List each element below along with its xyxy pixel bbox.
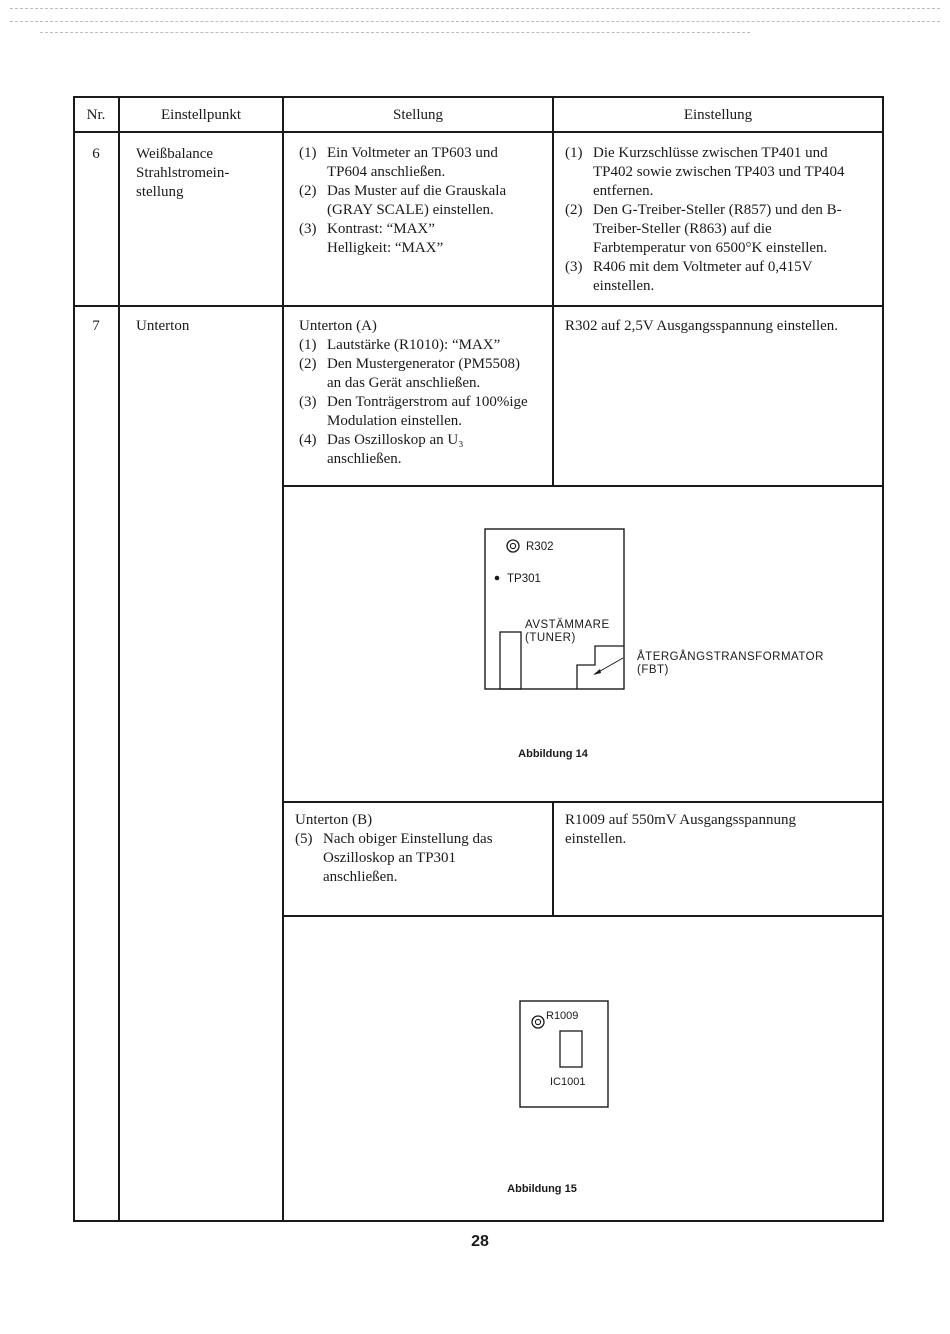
step-text: Nach obiger Einstellung das xyxy=(323,831,493,847)
step-text: Den Tonträgerstrom auf 100%ige xyxy=(327,394,528,410)
step-number: (1) xyxy=(565,145,583,161)
step-number: (1) xyxy=(299,145,317,161)
page-number: 28 xyxy=(471,1233,489,1250)
step-text: Helligkeit: “MAX” xyxy=(327,240,444,256)
step-number: (4) xyxy=(299,432,317,448)
row7-unterton-a-steps xyxy=(299,336,549,469)
step-text: TP402 sowie zwischen TP403 und TP404 xyxy=(593,164,845,180)
list-item xyxy=(299,393,549,431)
step-text: (GRAY SCALE) einstellen. xyxy=(327,202,494,218)
step-text: an das Gerät anschließen. xyxy=(327,375,481,391)
row6-einstellung-steps xyxy=(565,144,880,296)
figure15-caption: Abbildung 15 xyxy=(507,1183,577,1195)
row7-unterton-b-title: Unterton (B) xyxy=(295,812,373,828)
row6-point-line: Weißbalance xyxy=(136,146,214,162)
column-separator xyxy=(552,801,554,915)
fbt-pointer-arrow-icon xyxy=(593,669,601,675)
list-item xyxy=(565,144,880,201)
column-separator xyxy=(552,96,554,485)
scan-header-line xyxy=(10,8,940,9)
row6-nr: 6 xyxy=(92,146,100,162)
step-text: anschließen. xyxy=(327,451,402,467)
ic1001-chip xyxy=(560,1031,582,1067)
chassis-outline xyxy=(485,529,624,689)
r1009-label: R1009 xyxy=(546,1010,579,1022)
row6-stellung-steps xyxy=(299,144,549,258)
step-number: (3) xyxy=(565,259,583,275)
step-text: Treiber-Steller (R863) auf die xyxy=(593,221,772,237)
step-text: Farbtemperatur von 6500°K einstellen. xyxy=(593,240,828,256)
row7-unterton-a-title: Unterton (A) xyxy=(299,318,377,334)
step-text: R406 mit dem Voltmeter auf 0,415V xyxy=(593,259,813,275)
step-number: (2) xyxy=(565,202,583,218)
list-item xyxy=(295,830,550,887)
figure15-diagram xyxy=(518,999,610,1110)
r302-potentiometer-icon xyxy=(507,540,519,552)
column-separator xyxy=(282,96,284,1222)
list-item xyxy=(299,431,549,469)
list-item xyxy=(299,182,549,220)
list-item xyxy=(299,355,549,393)
header-nr: Nr. xyxy=(86,107,106,123)
step-number: (1) xyxy=(299,337,317,353)
r302-label: R302 xyxy=(526,541,554,553)
ic1001-label: IC1001 xyxy=(550,1076,586,1088)
step-text: Ein Voltmeter an TP603 und xyxy=(327,145,498,161)
tuner-label-line1: AVSTÄMMARE xyxy=(525,619,610,631)
cell-separator xyxy=(282,915,884,917)
row7-unterton-a-einstellung: R302 auf 2,5V Ausgangsspannung einstellen. xyxy=(565,318,839,334)
table-border-top xyxy=(73,96,884,98)
step-text: Den G-Treiber-Steller (R857) und den B- xyxy=(593,202,842,218)
row7-einstellpunkt: Unterton xyxy=(136,318,190,334)
tuner-label-line2: (TUNER) xyxy=(525,632,576,644)
step-number: (3) xyxy=(299,221,317,237)
step-text: entfernen. xyxy=(593,183,654,199)
einstellung-line: R1009 auf 550mV Ausgangsspannung xyxy=(565,812,796,828)
step-text: Die Kurzschlüsse zwischen TP401 und xyxy=(593,145,828,161)
cell-separator xyxy=(282,485,884,487)
header-separator xyxy=(73,131,884,133)
table-border-left xyxy=(73,96,75,1222)
list-item xyxy=(565,258,880,296)
fbt-label-line2: (FBT) xyxy=(637,664,669,676)
tp301-label: TP301 xyxy=(507,573,541,585)
tuner-block xyxy=(500,632,521,689)
figure14-diagram xyxy=(483,528,824,694)
step-text: anschließen. xyxy=(323,869,398,885)
row7-nr: 7 xyxy=(92,318,100,334)
einstellung-line: einstellen. xyxy=(565,831,627,847)
list-item xyxy=(299,144,549,182)
step-text: Das Oszilloskop an U₃ xyxy=(327,432,464,448)
step-text: Modulation einstellen. xyxy=(327,413,462,429)
list-item xyxy=(299,220,549,258)
row6-point-line: stellung xyxy=(136,184,184,200)
row-separator xyxy=(73,305,884,307)
fbt-block xyxy=(577,646,624,689)
step-text: Oszilloskop an TP301 xyxy=(323,850,457,866)
row7-unterton-b-einstellung xyxy=(565,811,880,849)
step-text: Kontrast: “MAX” xyxy=(327,221,435,237)
r1009-potentiometer-icon xyxy=(532,1016,544,1028)
step-text: Den Mustergenerator (PM5508) xyxy=(327,356,521,372)
step-number: (2) xyxy=(299,183,317,199)
figure14-caption: Abbildung 14 xyxy=(518,748,588,760)
list-item xyxy=(299,336,549,355)
row7-unterton-b-steps xyxy=(295,830,550,887)
row6-einstellpunkt xyxy=(136,145,276,202)
cell-separator xyxy=(282,801,884,803)
adjustment-table xyxy=(73,96,884,1222)
header-einstellung: Einstellung xyxy=(683,107,753,123)
tp301-dot-icon xyxy=(495,576,500,581)
table-border-bottom xyxy=(73,1220,884,1222)
header-stellung: Stellung xyxy=(392,107,443,123)
header-einstellpunkt: Einstellpunkt xyxy=(161,107,241,123)
scan-header-line xyxy=(40,32,750,33)
table-border-right xyxy=(882,96,884,1222)
step-number: (2) xyxy=(299,356,317,372)
step-text: Lautstärke (R1010): “MAX” xyxy=(327,337,501,353)
step-text: TP604 anschließen. xyxy=(327,164,446,180)
step-text: Das Muster auf die Grauskala xyxy=(327,183,507,199)
step-number: (3) xyxy=(299,394,317,410)
row6-point-line: Strahlstromein- xyxy=(136,165,230,181)
step-number: (5) xyxy=(295,831,313,847)
scan-header-line xyxy=(10,21,940,22)
step-text: einstellen. xyxy=(593,278,655,294)
list-item xyxy=(565,201,880,258)
fbt-label-line1: ÅTERGÅNGSTRANSFORMATOR xyxy=(637,651,824,663)
column-separator xyxy=(118,96,120,1222)
